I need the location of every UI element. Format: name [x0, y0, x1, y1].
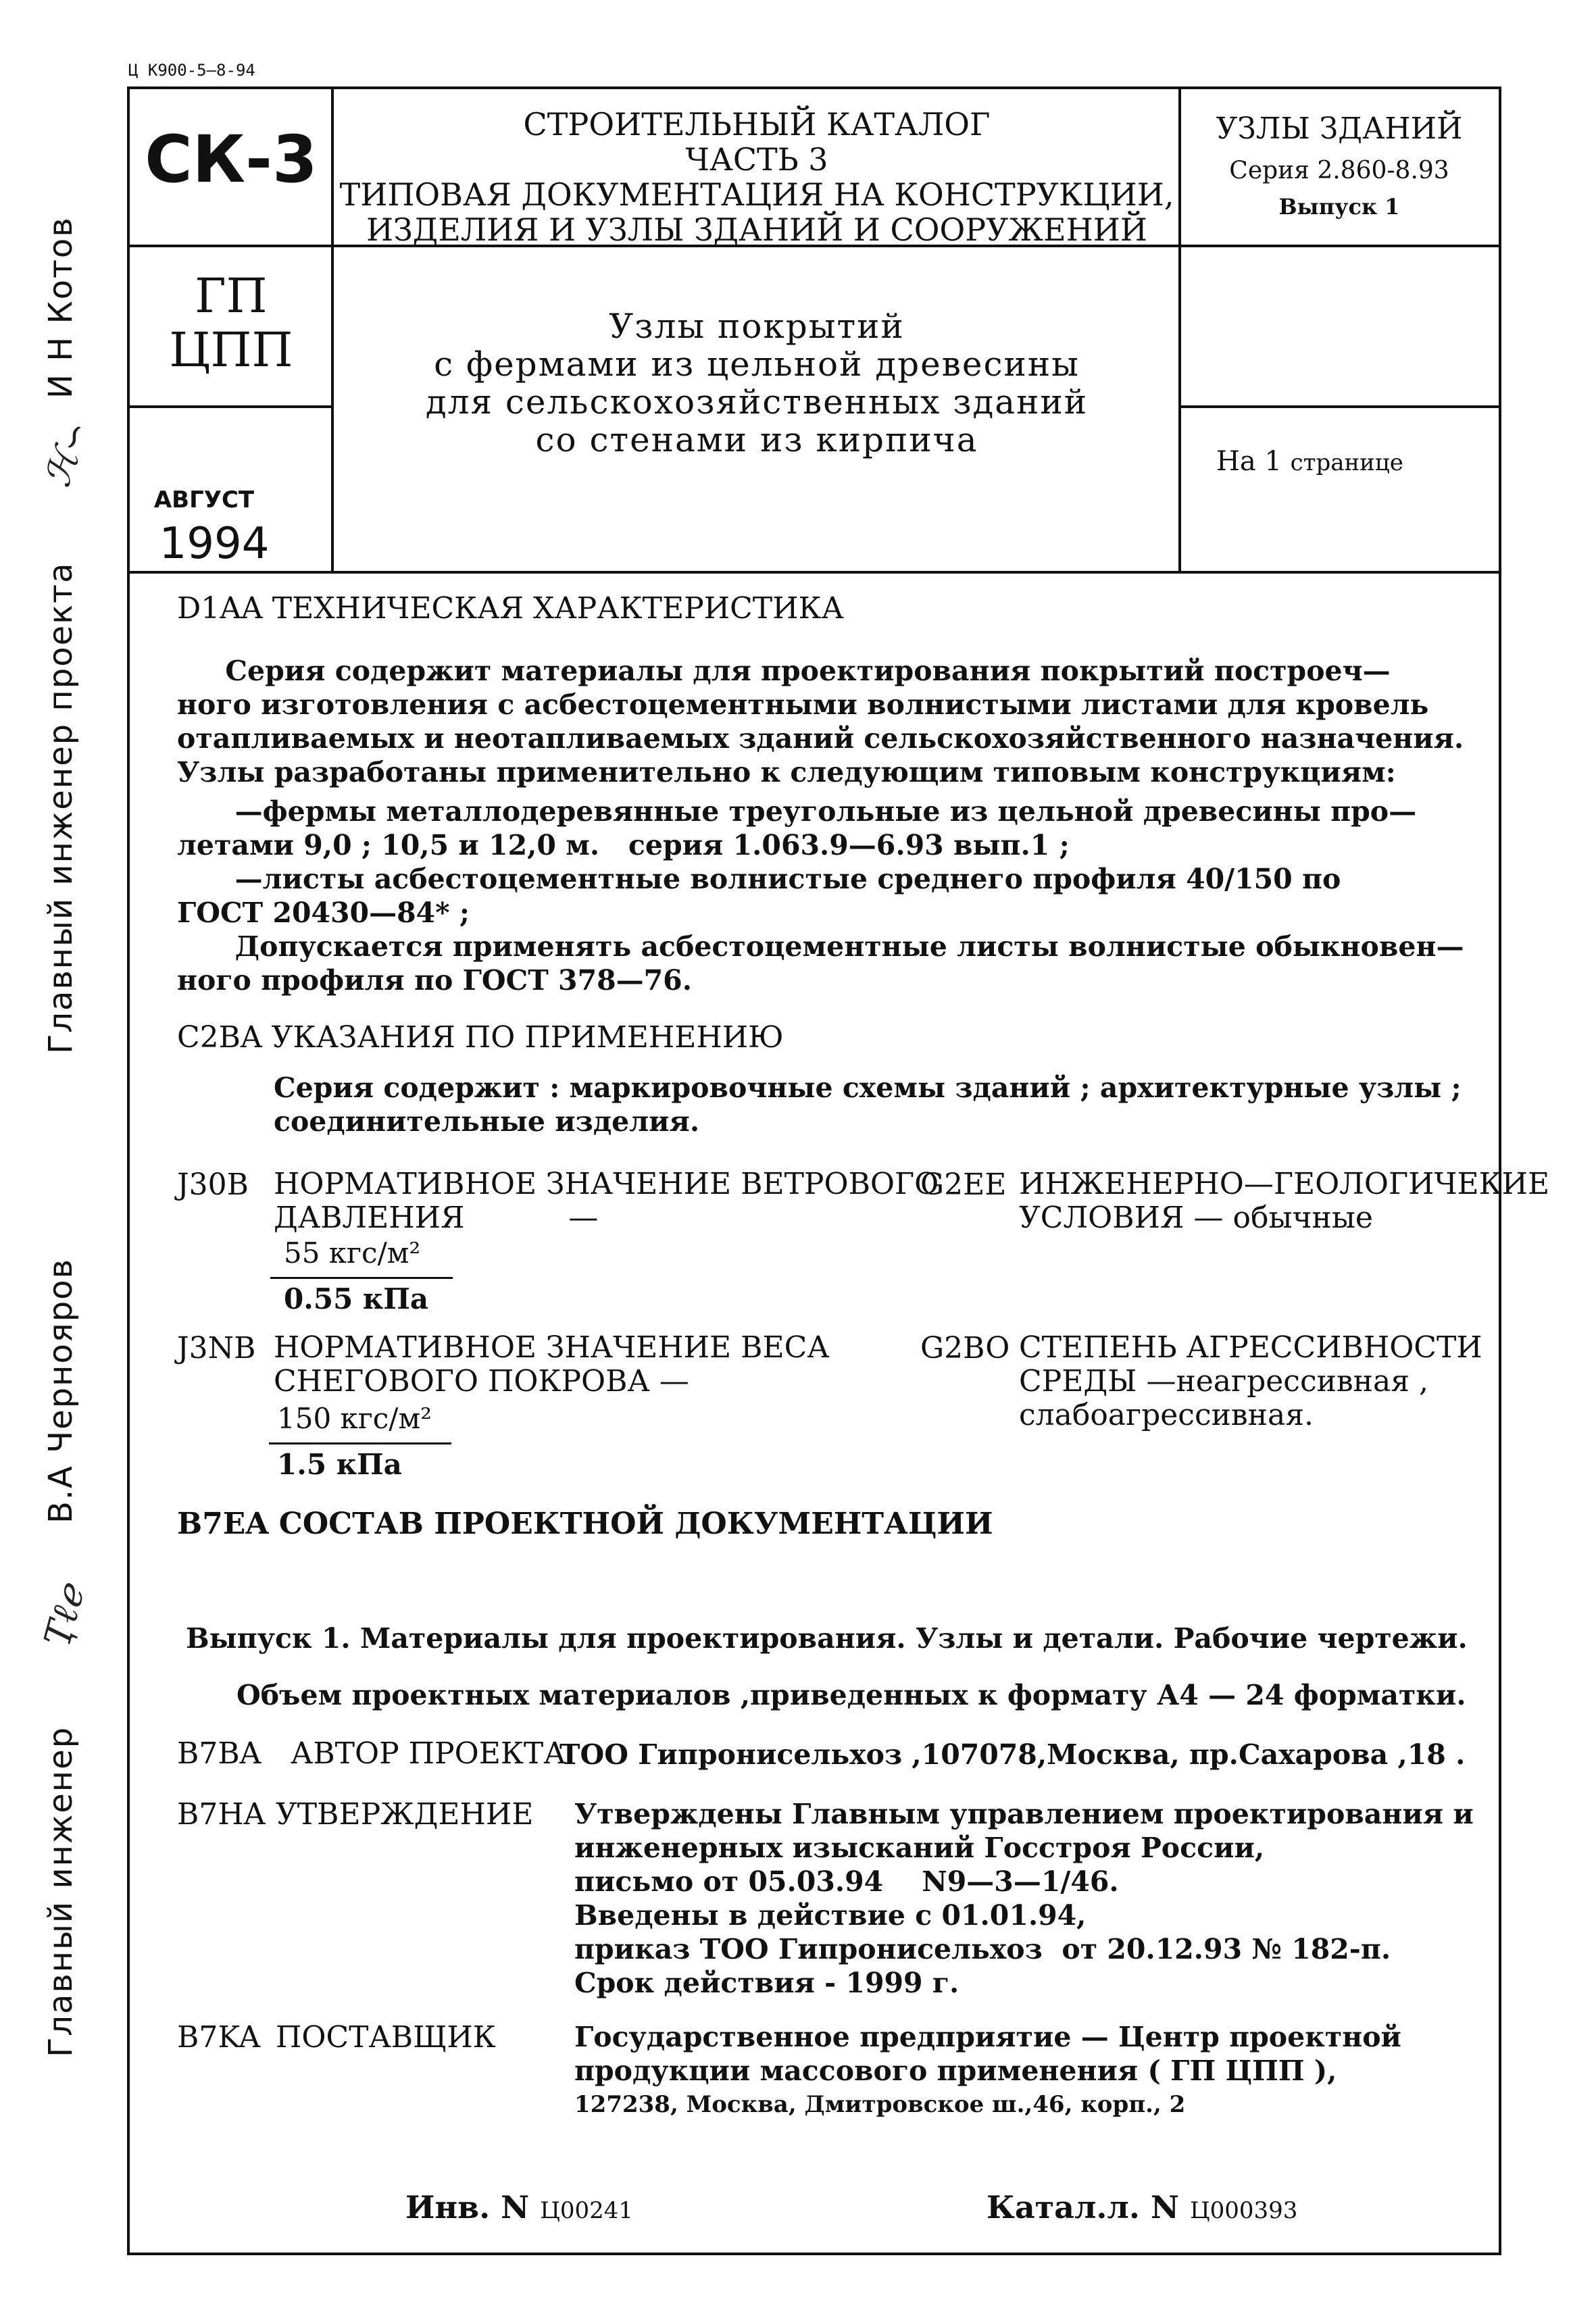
- wind-pressure-kpa: 0.55 кПа: [284, 1282, 429, 1315]
- issue-year: 1994: [159, 519, 270, 569]
- organization: ГП ЦПП: [169, 268, 293, 378]
- signature-chernoyarov: Ҭℓℯ: [36, 1580, 93, 1651]
- author-label: АВТОР ПРОЕКТА: [291, 1736, 566, 1771]
- snow-label: НОРМАТИВНОЕ ЗНАЧЕНИЕ ВЕСА СНЕГОВОГО ПОКРОВА —: [274, 1330, 830, 1399]
- approval-code: B7HA: [177, 1797, 266, 1832]
- section-block: [1184, 108, 1495, 222]
- header-vline-2: [1178, 86, 1181, 574]
- approval-text: Утверждены Главным управлением проектирования и инженерных изысканий Госстроя России, письмо от 05.03.94 N9—3—1/46. Введены в действие с 01.01.94, приказ ТОО Гипронисельхоз от 20.12.93 № 182-п. Срок действия - 1999 г.: [574, 1798, 1474, 1999]
- usage-paragraph: Серия содержит : маркировочные схемы зданий ; архитектурные узлы ; соединительные изделия.: [274, 1072, 1462, 1138]
- tech-paragraph: Серия содержит материалы для проектирования покрытий построеч— ного изготовления с асбестоцементными волнистыми листами для кровель отапливаемых и неотапливаемых зданий сельскохозяйственного назначения. Узлы разработаны применительно к следующим типовым конструкциям: —фермы металлодеревянные треугольные из цельной древесины про— летами 9,0 ; 10,5 и 12,0 м. серия 1.063.9—6.93 вып.1 ; —листы асбестоцементные волнистые среднего профиля 40/150 по ГОСТ 20430—84* ; Допускается применять асбестоцементные листы волнистые обыкновен— ного профиля по ГОСТ 378—76.: [177, 655, 1464, 997]
- section-heading-tech: D1AA ТЕХНИЧЕСКАЯ ХАРАКТЕРИСТИКА: [177, 591, 844, 626]
- page-count: На 1 странице: [1216, 446, 1403, 477]
- wind-fraction-line: [270, 1277, 453, 1279]
- side-label-chief-engineer: Главный инженер: [42, 1726, 80, 2057]
- wind-pressure-kgs: 55 кгс/м²: [284, 1236, 421, 1269]
- catalog-code: СК-3: [145, 122, 318, 197]
- document-code: Ц К900-5—8-94: [128, 61, 255, 80]
- header-divider-left: [127, 405, 332, 408]
- geo-label: ИНЖЕНЕРНО—ГЕОЛОГИЧЕКИЕ УСЛОВИЯ — обычные: [1019, 1167, 1550, 1235]
- catalog-title: СТРОИТЕЛЬНЫЙ КАТАЛОГ ЧАСТЬ 3 ТИПОВАЯ ДОКУМЕНТАЦИЯ НА КОНСТРУКЦИИ, ИЗДЕЛИЯ И УЗЛЫ ЗДАНИЙ И СООРУЖЕНИЙ: [339, 106, 1174, 248]
- document-title: Узлы покрытий с фермами из цельной древесины для сельскохозяйственных зданий со стенами из кирпича: [425, 307, 1089, 459]
- side-name-kotov: И Н Котов: [42, 216, 80, 399]
- side-name-chernoyarov: В.А Чернояров: [42, 1258, 80, 1524]
- wind-code: J30B: [177, 1167, 249, 1202]
- snow-code: J3NB: [177, 1331, 256, 1365]
- author-value: ТОО Гипронисельхоз ,107078,Москва, пр.Сахарова ,18 .: [559, 1738, 1466, 1771]
- geo-code: G2EE: [920, 1167, 1007, 1202]
- approval-label: УТВЕРЖДЕНИЕ: [276, 1797, 534, 1832]
- section-heading-docs: B7EA СОСТАВ ПРОЕКТНОЙ ДОКУМЕНТАЦИИ: [177, 1507, 993, 1541]
- snow-load-kgs: 150 кгс/м²: [277, 1402, 432, 1435]
- supplier-code: B7KA: [177, 2020, 261, 2055]
- author-code: B7BA: [177, 1736, 261, 1771]
- inventory-number: Инв. N Ц00241: [405, 2189, 633, 2225]
- signature-kotov: ℋ∽: [35, 415, 99, 493]
- issue-month: АВГУСТ: [153, 486, 255, 513]
- section-heading-usage: C2BA УКАЗАНИЯ ПО ПРИМЕНЕНИЮ: [177, 1020, 784, 1055]
- supplier-label: ПОСТАВЩИК: [276, 2020, 496, 2055]
- aggr-label: СТЕПЕНЬ АГРЕССИВНОСТИ СРЕДЫ —неагрессивная , слабоагрессивная.: [1019, 1330, 1482, 1432]
- snow-load-kpa: 1.5 кПа: [277, 1448, 402, 1481]
- wind-label: НОРМАТИВНОЕ ЗНАЧЕНИЕ ВЕТРОВОГО ДАВЛЕНИЯ —: [274, 1167, 939, 1235]
- catalog-sheet-number: Катал.л. N Ц000393: [987, 2189, 1298, 2225]
- section-name: УЗЛЫ ЗДАНИЙ: [1216, 111, 1463, 146]
- snow-fraction-line: [269, 1442, 451, 1444]
- issue-number: Выпуск 1: [1278, 194, 1400, 220]
- aggr-code: G2BO: [920, 1331, 1010, 1365]
- docs-line-1: Выпуск 1. Материалы для проектирования. Узлы и детали. Рабочие чертежи.: [186, 1622, 1468, 1655]
- side-label-chief-project-engineer: Главный инженер проекта: [42, 561, 80, 1054]
- series-number: Серия 2.860-8.93: [1229, 157, 1449, 184]
- docs-line-2: Объем проектных материалов ,приведенных к формату А4 — 24 форматки.: [236, 1679, 1466, 1711]
- header-divider-right: [1180, 405, 1501, 408]
- supplier-text: Государственное предприятие — Центр проектной продукции массового применения ( ГП ЦПП ), 127238, Москва, Дмитровское ш.,46, корп., 2: [574, 2021, 1401, 2118]
